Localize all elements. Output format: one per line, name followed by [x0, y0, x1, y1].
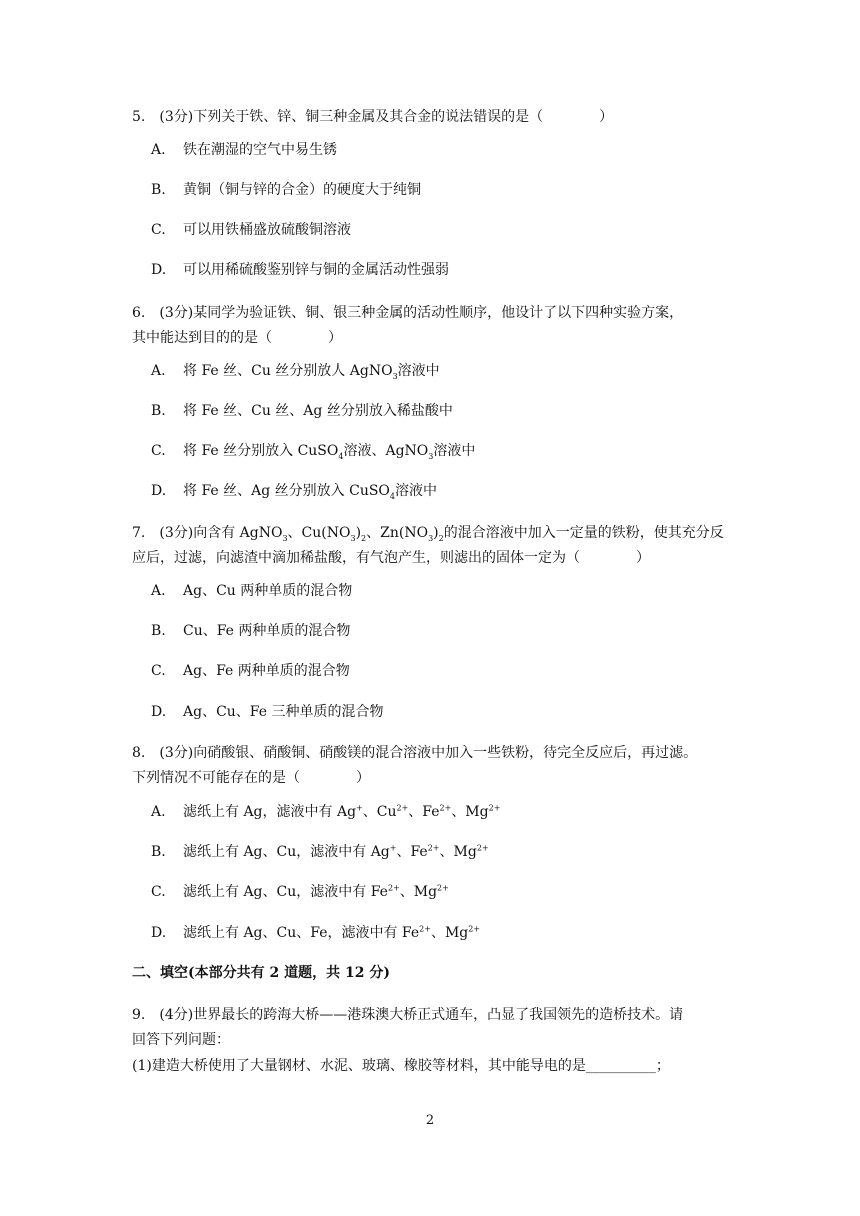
question-8-option-d: D. 滤纸上有 Ag、Cu、Fe，滤液中有 $Fe^{2+}$、$Mg^{2+}$: [151, 924, 481, 941]
question-5-option-d: D. 可以用稀硫酸鉴别锌与铜的金属活动性强弱: [151, 262, 449, 278]
question-5-option-c: C. 可以用铁桶盛放硫酸铜溶液: [151, 222, 351, 238]
question-8-stem-line2: 下列情况不可能存在的是（ ）: [132, 770, 370, 786]
question-6-option-b: B. 将 Fe 丝、Cu 丝、Ag 丝分别放入稀盐酸中: [151, 403, 453, 419]
question-7-option-a: A. Ag、Cu 两种单质的混合物: [151, 583, 353, 599]
question-9-subquestion-1: (1)建造大桥使用了大量钢材、水泥、玻璃、橡胶等材料，其中能导电的是__________；: [132, 1058, 670, 1074]
question-8-option-c: C. 滤纸上有 Ag、Cu，滤液中有 $Fe^{2+}$、$Mg^{2+}$: [151, 883, 449, 900]
question-7-option-b: B. Cu、Fe 两种单质的混合物: [151, 623, 351, 639]
question-7-stem-line1: 7. (3分)向含有 AgNO$_3$、$Cu(NO_3)_2$、$Zn(NO_3)_2$的混合溶液中加入一定量的铁粉，使其充分反: [132, 525, 724, 543]
question-6-option-d: D. 将 Fe 丝、Ag 丝分别放入 CuSO$_4$溶液中: [151, 483, 437, 501]
question-6-stem-line1: 6. (3分)某同学为验证铁、铜、银三种金属的活动性顺序，他设计了以下四种实验方案，: [132, 305, 684, 321]
question-9-stem-line1: 9. (4分)世界最长的跨海大桥——港珠澳大桥正式通车，凸显了我国领先的造桥技术。请: [132, 1007, 684, 1023]
question-6-option-c: C. 将 Fe 丝分别放入 CuSO$_4$溶液、AgNO$_3$溶液中: [151, 443, 476, 461]
question-7-option-d: D. Ag、Cu、Fe 三种单质的混合物: [151, 704, 384, 720]
question-5-option-b: B. 黄铜（铜与锌的合金）的硬度大于纯铜: [151, 182, 421, 198]
question-6-stem-line2: 其中能达到目的的是（ ）: [132, 330, 342, 346]
page-number: 2: [425, 1113, 435, 1128]
question-9-stem-line2: 回答下列问题：: [132, 1032, 230, 1048]
question-7-stem-line2: 应后，过滤，向滤渣中滴加稀盐酸，有气泡产生，则滤出的固体一定为（ ）: [132, 550, 650, 566]
section-heading: 二、填空(本部分共有 2 道题，共 12 分): [132, 965, 390, 981]
question-5-stem: 5. (3分)下列关于铁、锌、铜三种金属及其合金的说法错误的是（ ）: [132, 109, 614, 125]
question-5-option-a: A. 铁在潮湿的空气中易生锈: [151, 142, 337, 158]
question-8-stem-line1: 8. (3分)向硝酸银、硝酸铜、硝酸镁的混合溶液中加入一些铁粉，待完全反应后，再过滤。: [132, 745, 698, 761]
question-8-option-a: A. 滤纸上有 Ag，滤液中有 Ag+、$Cu^{2+}$、$Fe^{2+}$、$Mg^{2+}$: [151, 803, 501, 820]
question-8-option-b: B. 滤纸上有 Ag、Cu，滤液中有 Ag+、$Fe^{2+}$、$Mg^{2+}$: [151, 843, 489, 860]
question-7-option-c: C. Ag、Fe 两种单质的混合物: [151, 663, 350, 679]
question-6-option-a: A. 将 Fe 丝、Cu 丝分别放人 AgNO$_3$溶液中: [151, 363, 440, 381]
